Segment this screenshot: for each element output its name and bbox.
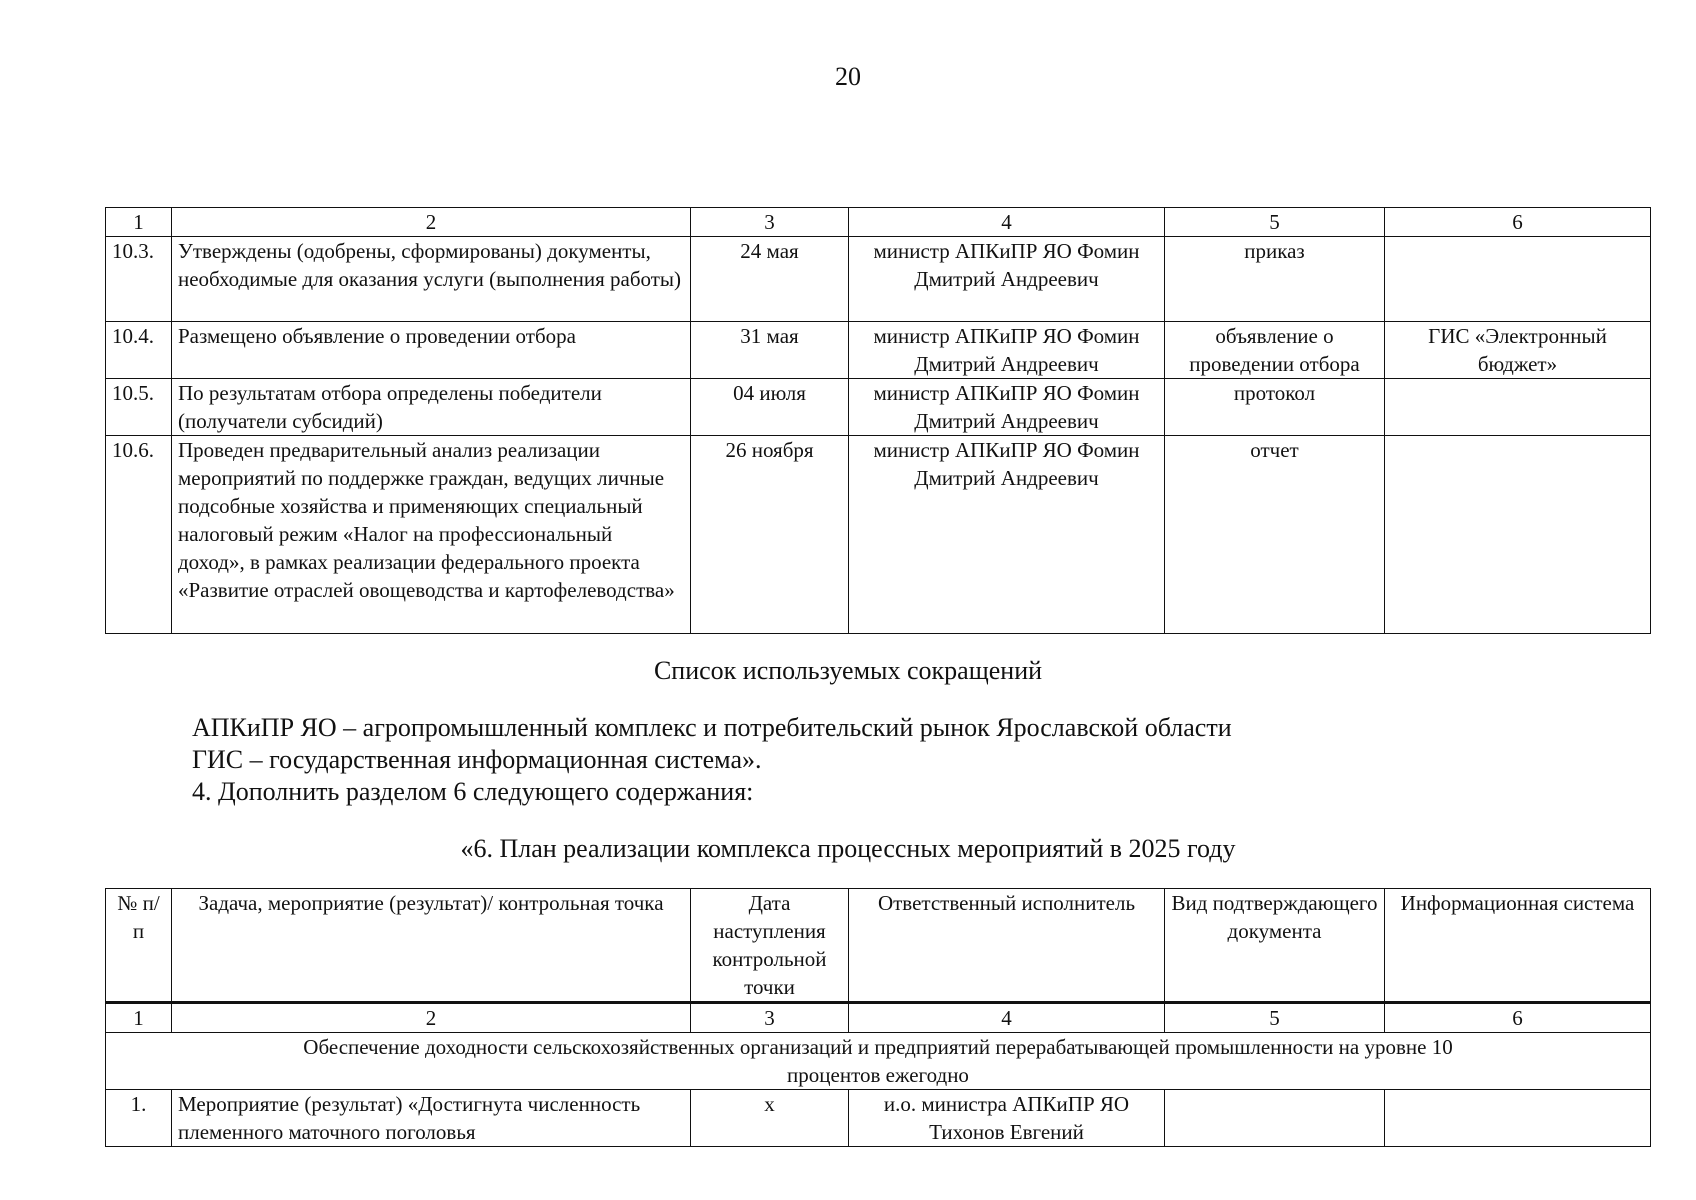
column-number: 5 — [1165, 1003, 1385, 1033]
task-cell: Мероприятие (результат) «Достигнута численность племенного маточного поголовья — [172, 1090, 691, 1147]
executor-cell: министр АПКиПР ЯО Фомин Дмитрий Андреевич — [849, 322, 1165, 379]
document-cell: приказ — [1165, 237, 1385, 322]
section-title: Обеспечение доходности сельскохозяйственных организаций и предприятий перерабатывающей промышленности на уровне 10 процентов ежегодно — [106, 1033, 1651, 1090]
header-row — [106, 889, 1651, 1003]
system-cell — [1385, 436, 1651, 634]
date-cell: 04 июля — [691, 379, 849, 436]
row-number: 1. — [106, 1090, 172, 1147]
executor-cell: министр АПКиПР ЯО Фомин Дмитрий Андреевич — [849, 237, 1165, 322]
table-row — [106, 436, 1651, 634]
header-executor: Ответственный исполнитель — [849, 889, 1165, 1003]
executor-cell: министр АПКиПР ЯО Фомин Дмитрий Андреевич — [849, 379, 1165, 436]
column-number-row — [106, 1003, 1651, 1033]
row-number: 10.6. — [106, 436, 172, 634]
abbreviation-apkipr: АПКиПР ЯО – агропромышленный комплекс и потребительский рынок Ярославской области — [192, 713, 1232, 742]
table-row — [106, 322, 1651, 379]
executor-cell: министр АПКиПР ЯО Фомин Дмитрий Андреевич — [849, 436, 1165, 634]
column-number: 2 — [172, 208, 691, 237]
document-cell: отчет — [1165, 436, 1385, 634]
task-cell: Размещено объявление о проведении отбора — [172, 322, 691, 379]
table-row — [106, 1090, 1651, 1147]
document-cell — [1165, 1090, 1385, 1147]
task-cell: По результатам отбора определены победители (получатели субсидий) — [172, 379, 691, 436]
table-row — [106, 379, 1651, 436]
column-number: 1 — [106, 208, 172, 237]
row-number: 10.5. — [106, 379, 172, 436]
section-row — [106, 1033, 1651, 1090]
header-date: Дата наступления контрольной точки — [691, 889, 849, 1003]
date-cell: x — [691, 1090, 849, 1147]
system-cell: ГИС «Электронный бюджет» — [1385, 322, 1651, 379]
date-cell: 31 мая — [691, 322, 849, 379]
system-cell — [1385, 237, 1651, 322]
task-cell: Утверждены (одобрены, сформированы) документы, необходимые для оказания услуги (выполнения работы) — [172, 237, 691, 322]
document-cell: объявление о проведении отбора — [1165, 322, 1385, 379]
column-number: 4 — [849, 208, 1165, 237]
executor-cell: и.о. министра АПКиПР ЯО Тихонов Евгений — [849, 1090, 1165, 1147]
date-cell: 26 ноября — [691, 436, 849, 634]
column-number: 3 — [691, 208, 849, 237]
column-number: 6 — [1385, 1003, 1651, 1033]
date-cell: 24 мая — [691, 237, 849, 322]
plan-heading: «6. План реализации комплекса процессных мероприятий в 2025 году — [460, 834, 1236, 863]
amendment-paragraph: 4. Дополнить разделом 6 следующего содержания: — [192, 777, 754, 806]
page-number: 20 — [835, 62, 861, 91]
abbreviation-gis: ГИС – государственная информационная система». — [192, 745, 762, 774]
header-task: Задача, мероприятие (результат)/ контрольная точка — [172, 889, 691, 1003]
column-number: 5 — [1165, 208, 1385, 237]
column-number: 3 — [691, 1003, 849, 1033]
header-num: № п/п — [106, 889, 172, 1003]
column-number: 4 — [849, 1003, 1165, 1033]
column-number: 6 — [1385, 208, 1651, 237]
system-cell — [1385, 379, 1651, 436]
abbreviations-heading: Список используемых сокращений — [653, 656, 1043, 685]
header-document: Вид подтверждающего документа — [1165, 889, 1385, 1003]
column-number-row — [106, 208, 1651, 237]
column-number: 1 — [106, 1003, 172, 1033]
header-system: Информационная система — [1385, 889, 1651, 1003]
row-number: 10.3. — [106, 237, 172, 322]
column-number: 2 — [172, 1003, 691, 1033]
checkpoints-table-continued — [105, 207, 1651, 634]
plan-table — [105, 888, 1651, 1147]
task-cell: Проведен предварительный анализ реализации мероприятий по поддержке граждан, ведущих личные подсобные хозяйства и применяющих специальный налоговый режим «Налог на профессиональный доход», в рамках реализации федерального проекта «Развитие отраслей овощеводства и картофелеводства» — [172, 436, 691, 634]
table-row — [106, 237, 1651, 322]
document-cell: протокол — [1165, 379, 1385, 436]
system-cell — [1385, 1090, 1651, 1147]
row-number: 10.4. — [106, 322, 172, 379]
